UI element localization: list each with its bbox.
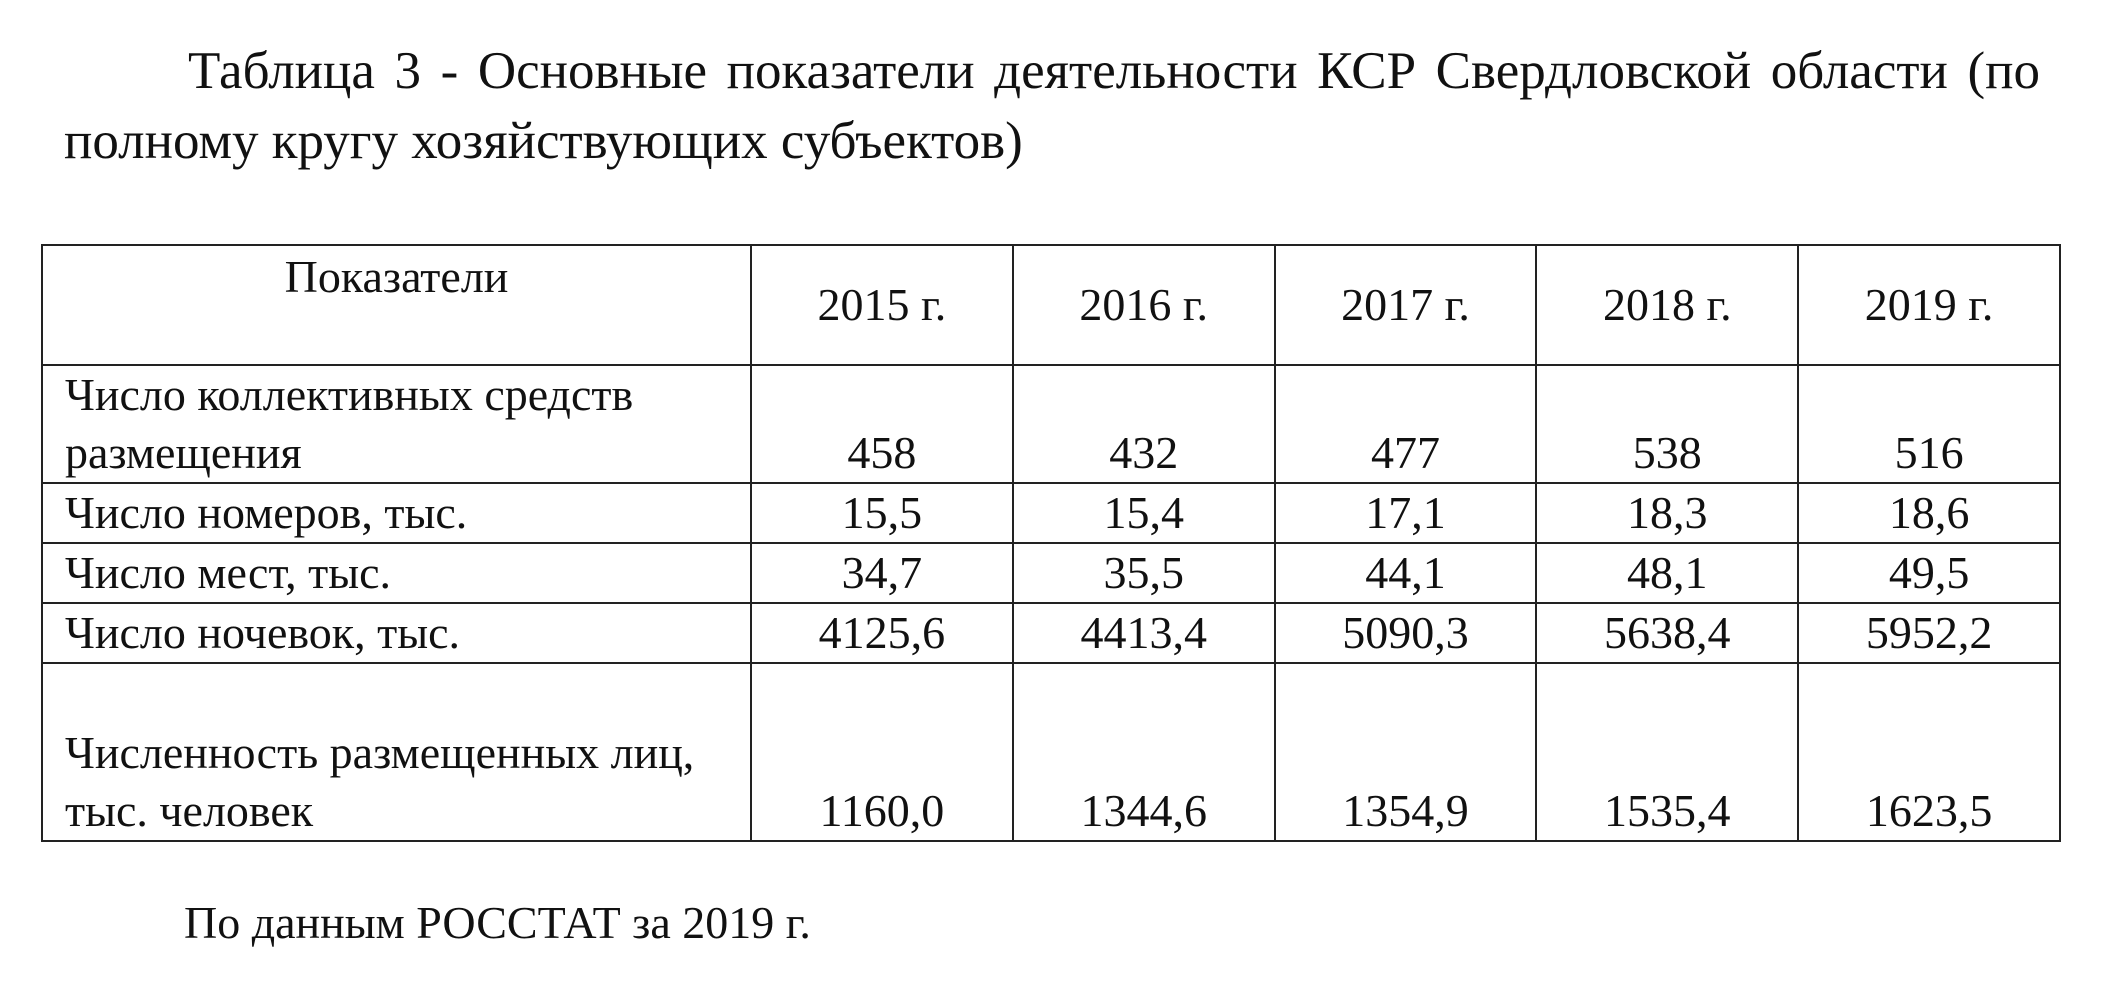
table-cell: 538 [1536, 365, 1798, 483]
table-cell: 4125,6 [751, 603, 1013, 663]
row-label: Число коллективных средств размещения [42, 365, 751, 483]
table-cell: 49,5 [1798, 543, 2060, 603]
table-caption: Таблица 3 - Основные показатели деятельности КСР Свердловской области (по полному кругу хозяйствующих субъектов) [64, 42, 2040, 170]
column-header-year: 2017 г. [1275, 245, 1537, 365]
table-cell: 17,1 [1275, 483, 1537, 543]
column-header-year: 2019 г. [1798, 245, 2060, 365]
table-header-row [42, 245, 2060, 365]
table-row [42, 663, 2060, 841]
row-label-line: тыс. человек [65, 785, 314, 836]
table-cell: 18,3 [1536, 483, 1798, 543]
table-cell: 35,5 [1013, 543, 1275, 603]
table-cell: 1344,6 [1013, 663, 1275, 841]
table-cell: 5090,3 [1275, 603, 1537, 663]
table-cell: 18,6 [1798, 483, 2060, 543]
table-cell: 1535,4 [1536, 663, 1798, 841]
indicators-table [41, 244, 2061, 842]
table-cell: 1623,5 [1798, 663, 2060, 841]
table-row [42, 603, 2060, 663]
table-cell: 458 [751, 365, 1013, 483]
table-cell: 5952,2 [1798, 603, 2060, 663]
table-cell: 4413,4 [1013, 603, 1275, 663]
column-header-year: 2015 г. [751, 245, 1013, 365]
table-cell: 15,5 [751, 483, 1013, 543]
table-cell: 432 [1013, 365, 1275, 483]
row-label [42, 663, 751, 841]
table-row [42, 543, 2060, 603]
table-cell: 44,1 [1275, 543, 1537, 603]
table-row [42, 483, 2060, 543]
row-label: Число ночевок, тыс. [42, 603, 751, 663]
column-header-year: 2018 г. [1536, 245, 1798, 365]
table-cell: 15,4 [1013, 483, 1275, 543]
column-header-year: 2016 г. [1013, 245, 1275, 365]
row-label-line: Численность размещенных лиц, [65, 727, 695, 778]
table-cell: 34,7 [751, 543, 1013, 603]
table-cell: 1354,9 [1275, 663, 1537, 841]
column-header-indicators: Показатели [42, 245, 751, 365]
table-cell: 477 [1275, 365, 1537, 483]
table-cell: 48,1 [1536, 543, 1798, 603]
table-cell: 516 [1798, 365, 2060, 483]
row-label: Число номеров, тыс. [42, 483, 751, 543]
table-cell: 1160,0 [751, 663, 1013, 841]
table-row [42, 365, 2060, 483]
source-note: По данным РОССТАТ за 2019 г. [184, 897, 811, 948]
row-label: Число мест, тыс. [42, 543, 751, 603]
table-cell: 5638,4 [1536, 603, 1798, 663]
